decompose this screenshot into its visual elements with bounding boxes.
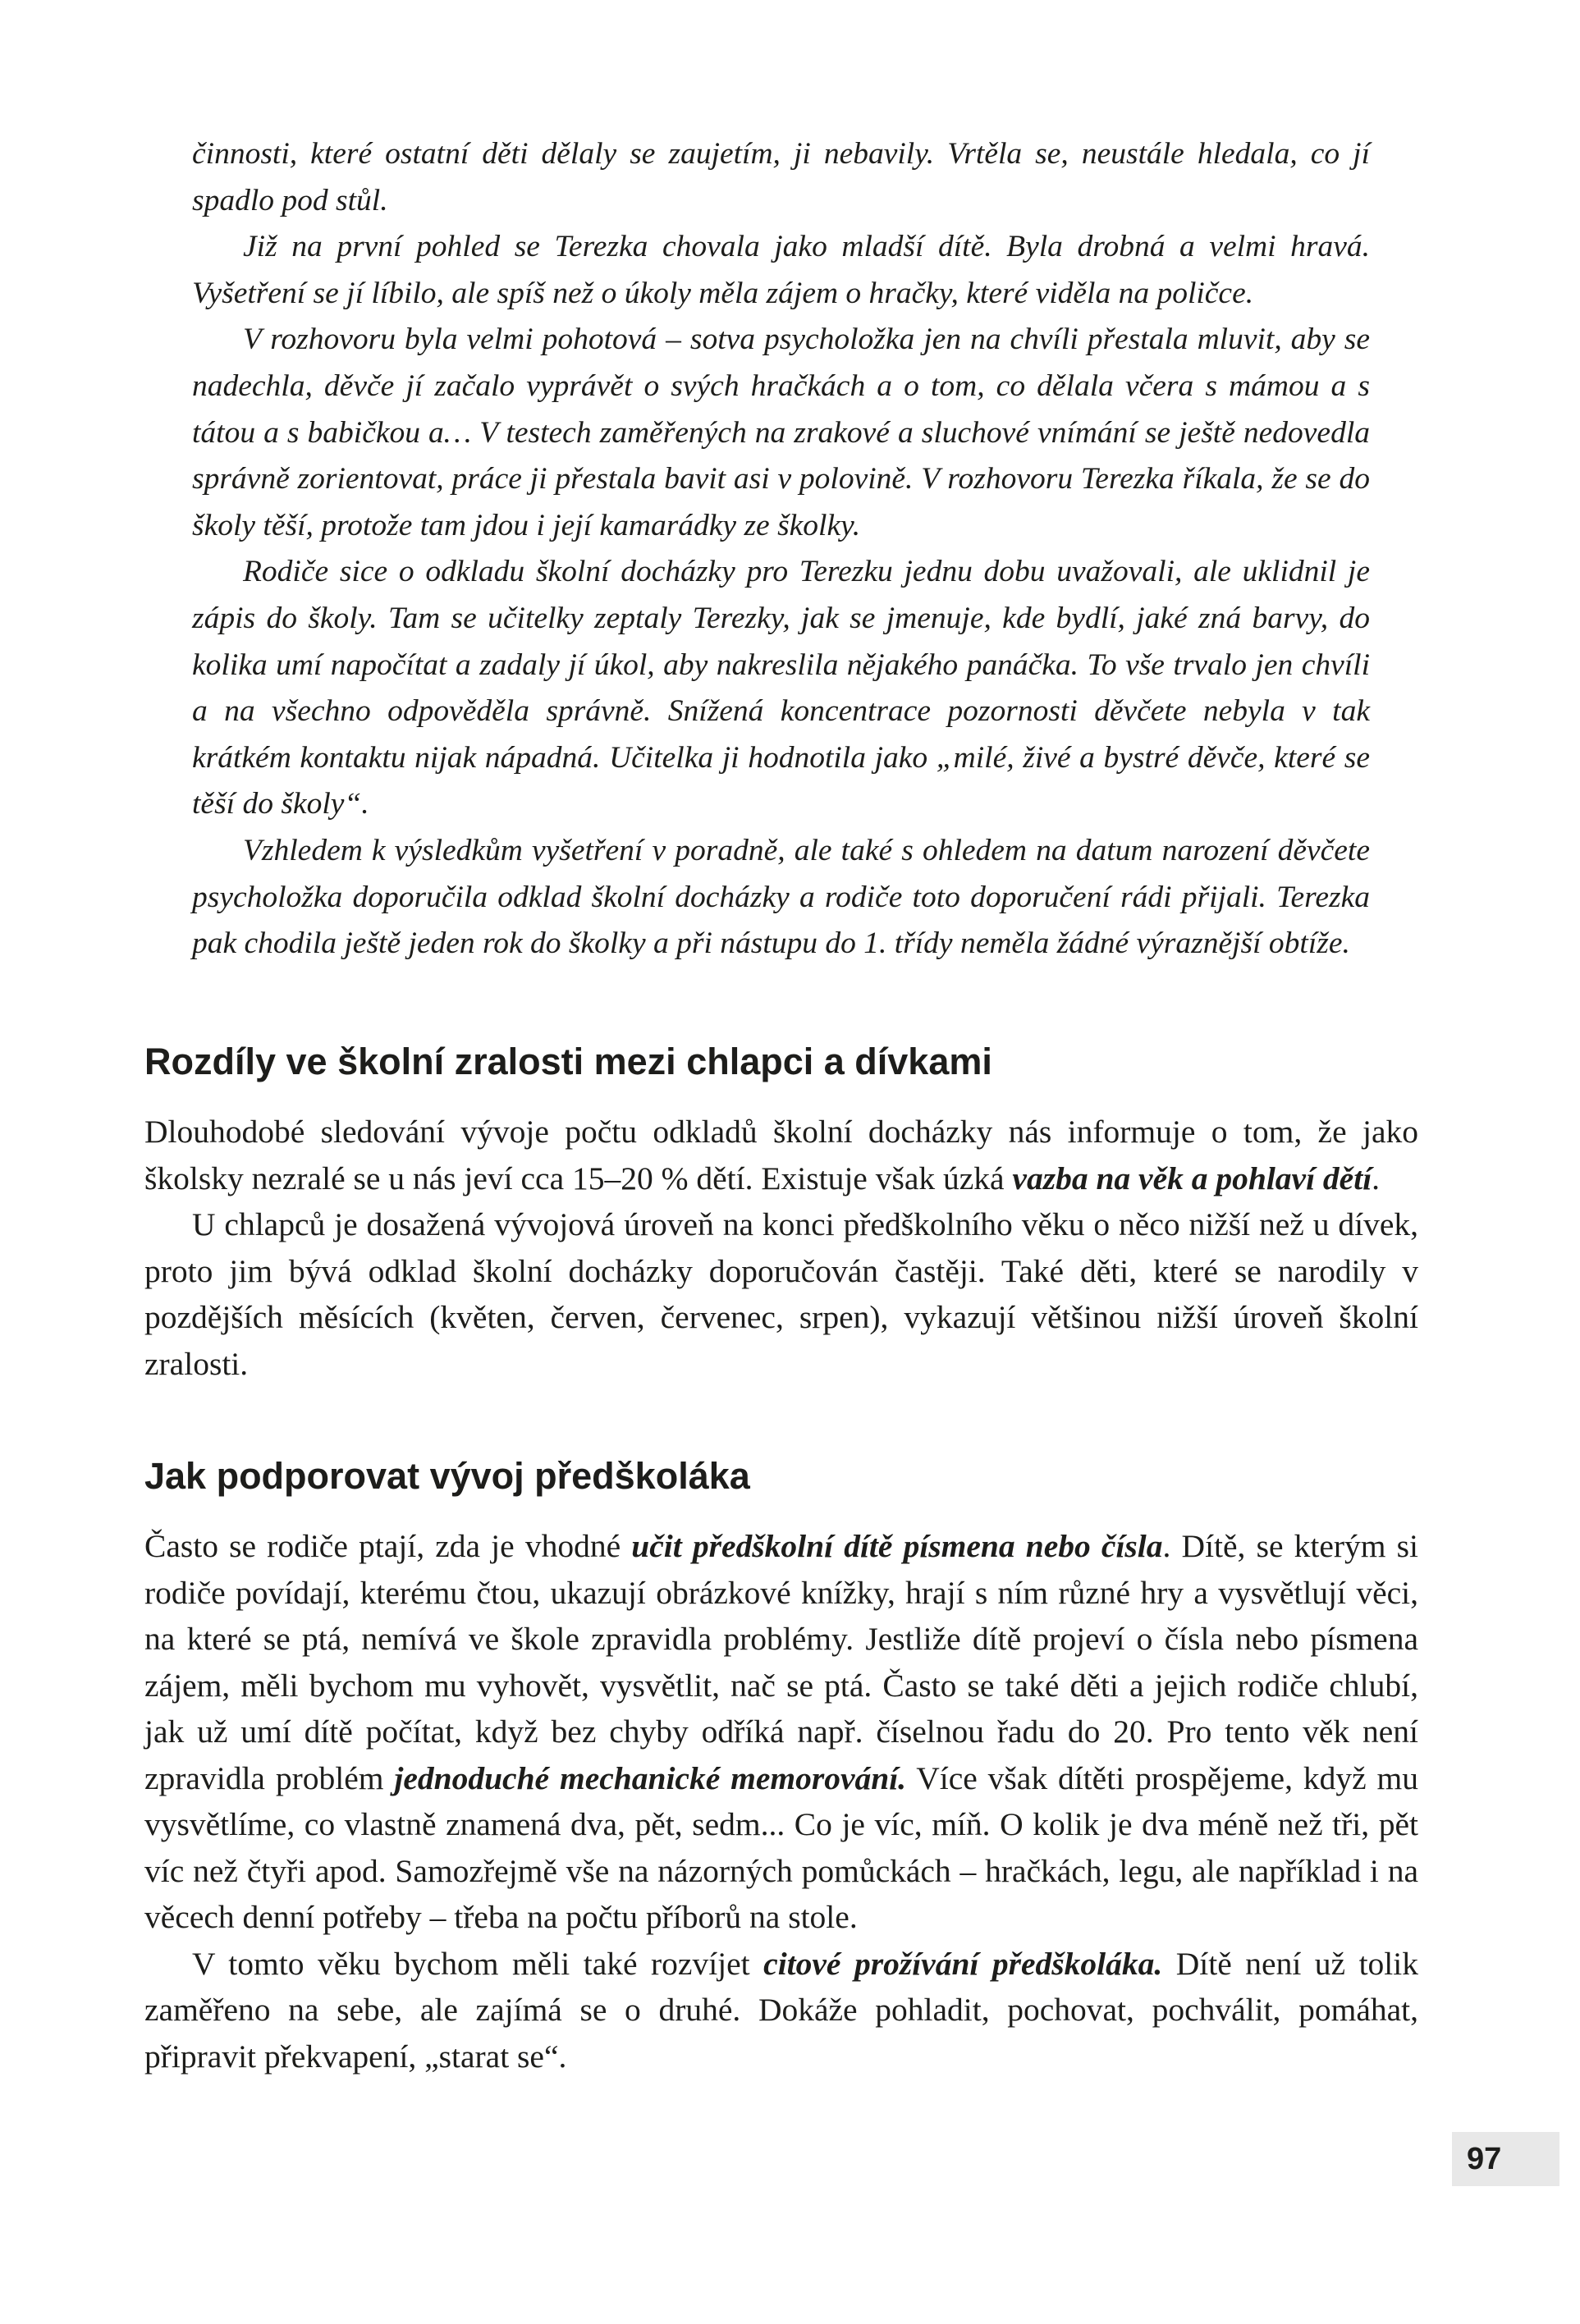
- case-paragraph-2: Již na první pohled se Terezka chovala jako mladší dítě. Byla drobná a velmi hravá. Vyšetření se jí líbilo, ale spíš než o úkoly měla zájem o hračky, které viděla na poličce.: [192, 230, 1370, 310]
- text-span: V tomto věku bychom měli také rozvíjet: [192, 1945, 764, 1982]
- case-paragraph-3: V rozhovoru byla velmi pohotová – sotva psycholožka jen na chvíli přestala mluvit, aby se nadechla, děvče jí začalo vyprávět o svých hračkách a o tom, co dělala včera s mámou a s tátou a s babičkou a… V testech zaměřených na zrakové a sluchové vnímání se ještě nedovedla správně zorientovat, práce ji přestala bavit asi v polovině. V rozhovoru Terezka říkala, že se do školy těší, protože tam jdou i její kamarádky ze školky.: [192, 323, 1370, 542]
- text-span: Často se rodiče ptají, zda je vhodné: [144, 1528, 632, 1564]
- differences-paragraph-1: [144, 1109, 1418, 1201]
- case-paragraph-4: Rodiče sice o odkladu školní docházky pro Terezku jednu dobu uvažovali, ale uklidnil je zápis do školy. Tam se učitelky zeptaly Terezky, jak se jmenuje, kde bydlí, jaké zná barvy, do kolika umí napočítat a zadaly jí úkol, aby nakreslila nějakého panáčka. To vše trvalo jen chvíli a na všechno odpověděla správně. Snížená koncentrace pozornosti děvčete nebyla v tak krátkém kontaktu nijak nápadná. Učitelka ji hodnotila jako „milé, živé a bystré děvče, které se těší do školy“.: [192, 555, 1370, 821]
- page-number: 97: [1452, 2132, 1559, 2186]
- emphasis-text: vazba na věk a pohlaví dětí: [1012, 1160, 1372, 1196]
- section-heading-support: Jak podporovat vývoj předškoláka: [144, 1455, 750, 1497]
- text-span: Více však dítěti prospějeme, když mu vysvětlíme, co vlastně znamená dva, pět, sedm... Co je víc, míň. O kolik je dva méně než tři, pět víc než čtyři apod. Samozřejmě vše na názorných pomůckách – hračkách, legu, ale například i na věcech denní potřeby – třeba na počtu příborů na stole.: [144, 1759, 1418, 1935]
- text-span: Dítě není už tolik zaměřeno na sebe, ale zajímá se o druhé. Dokáže pohladit, pochovat, pochválit, pomáhat, připravit překvapení, „starat se“.: [144, 1945, 1418, 2075]
- case-paragraph-5: Vzhledem k výsledkům vyšetření v poradně, ale také s ohledem na datum narození děvčete psycholožka doporučila odklad školní docházky a rodiče toto doporučení rádi přijali. Terezka pak chodila ještě jeden rok do školky a při nástupu do 1. třídy neměla žádné výraznější obtíže.: [192, 833, 1370, 961]
- emphasis-text: jednoduché mechanické memorování.: [394, 1759, 907, 1796]
- case-paragraph-1: činnosti, které ostatní děti dělaly se zaujetím, ji nebavily. Vrtěla se, neustále hledala, co jí spadlo pod stůl.: [192, 137, 1370, 217]
- case-study-text: [192, 131, 1370, 968]
- text-span: . Dítě, se kterým si rodiče povídají, kterému čtou, ukazují obrázkové knížky, hrají s ním různé hry a vysvětlují věci, na které se ptá, nemívá ve škole zpravidla problémy. Jestliže dítě projeví o čísla nebo písmena zájem, měli bychom mu vyhovět, vysvětlit, nač se ptá. Často se také děti a jejich rodiče chlubí, jak už umí dítě počítat, když bez chyby odříká např. číselnou řadu do 20. Pro tento věk není zpravidla problém: [144, 1528, 1418, 1796]
- emphasis-text: učit předškolní dítě písmena nebo čísla: [631, 1528, 1163, 1564]
- differences-paragraph-2: U chlapců je dosažená vývojová úroveň na konci předškolního věku o něco nižší než u dívek, proto jim bývá odklad školní docházky doporučován častěji. Také děti, které se narodily v pozdějších měsících (květen, červen, červenec, srpen), vykazují většinou nižší úroveň školní zralosti.: [144, 1206, 1418, 1382]
- section-support-development: [144, 1455, 1418, 2079]
- section-gender-differences: [144, 1041, 1418, 1387]
- support-paragraph-1: [144, 1523, 1418, 1941]
- section-heading-differences: Rozdíly ve školní zralosti mezi chlapci a dívkami: [144, 1041, 992, 1082]
- emphasis-text: citové prožívání předškoláka.: [763, 1945, 1163, 1982]
- support-paragraph-2: [144, 1941, 1418, 2080]
- text-span: .: [1372, 1160, 1381, 1196]
- text-span: Dlouhodobé sledování vývoje počtu odkladů školní docházky nás informuje o tom, že jako školsky nezralé se u nás jeví cca 15–20 % dětí. Existuje však úzká: [144, 1114, 1418, 1196]
